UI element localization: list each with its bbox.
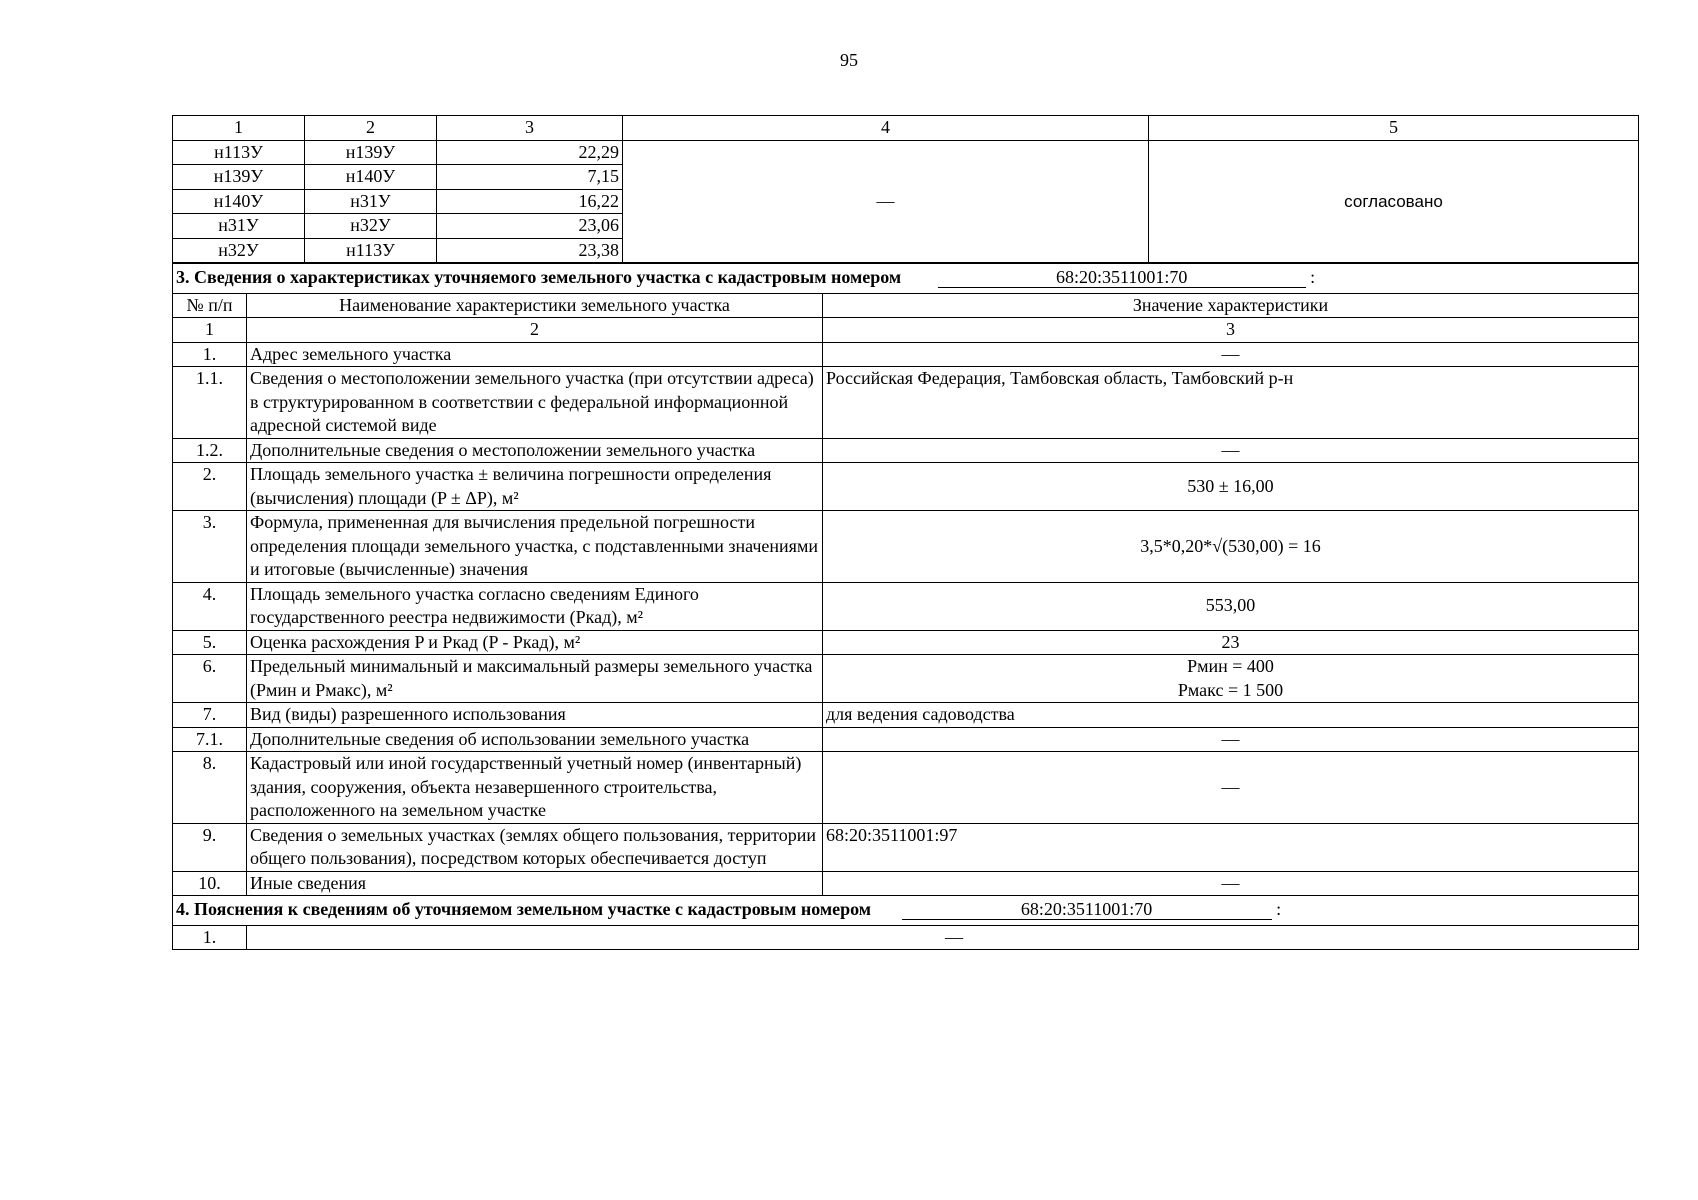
row-number: 5. [173, 630, 247, 655]
row-characteristic-value: для ведения садоводства [823, 703, 1639, 728]
table-row [173, 367, 1639, 439]
row-number: 9. [173, 823, 247, 871]
row-number: 1. [173, 342, 247, 367]
header-row [173, 293, 1639, 318]
table-row [173, 925, 1639, 950]
section4-title: 4. Пояснения к сведениям об уточняемом земельном участке с кадастровым номером [176, 899, 872, 919]
section3-cadastral-number: 68:20:3511001:70 [938, 267, 1306, 288]
point-to: н140У [305, 165, 437, 190]
row-characteristic-value: 3,5*0,20*√(530,00) = 16 [823, 511, 1639, 583]
max-size-value: Pмакс = 1 500 [1177, 679, 1284, 700]
row-characteristic-name: Адрес земельного участка [247, 342, 823, 367]
row-characteristic-name: Сведения о земельных участках (землях общего пользования, территории общего пользования), посредством которых обеспечивается доступ [247, 823, 823, 871]
row-characteristic-name: Дополнительные сведения о местоположении земельного участка [247, 438, 823, 463]
row-characteristic-value: — [823, 342, 1639, 367]
approval-status: согласовано [1149, 140, 1639, 263]
row-characteristic-name: Вид (виды) разрешенного использования [247, 703, 823, 728]
table-row [173, 703, 1639, 728]
column-header: 4 [623, 116, 1149, 141]
row-characteristic-value: — [823, 727, 1639, 752]
header-row [173, 116, 1639, 141]
segment-length: 23,06 [437, 214, 623, 239]
row-number: 4. [173, 582, 247, 630]
table-row [173, 582, 1639, 630]
column-header-number: № п/п [173, 293, 247, 318]
row-characteristic-name: Формула, примененная для вычисления предельной погрешности определения площади земельного участка, с подставленными значениями и итоговые (вычисленные) значения [247, 511, 823, 583]
row-number: 1.1. [173, 367, 247, 439]
index-row [173, 318, 1639, 343]
col4-value: — [623, 140, 1149, 263]
row-characteristic-name: Кадастровый или иной государственный учетный номер (инвентарный) здания, сооружения, объекта незавершенного строительства, расположенного на земельном участке [247, 752, 823, 824]
row-number: 8. [173, 752, 247, 824]
table-row [173, 140, 1639, 165]
row-characteristic-value [823, 655, 1639, 703]
row-characteristic-name: Предельный минимальный и максимальный размеры земельного участка (Pмин и Pмакс), м² [247, 655, 823, 703]
section4-colon: : [1276, 899, 1282, 919]
explanation-value: — [945, 926, 963, 947]
column-header: 3 [437, 116, 623, 141]
row-number: 1. [173, 925, 247, 950]
row-characteristic-value: 23 [823, 630, 1639, 655]
row-characteristic-name: Площадь земельного участка ± величина погрешности определения (вычисления) площади (P ± ΔP), м² [247, 463, 823, 511]
page-number: 95 [840, 50, 858, 70]
min-size-value: Pмин = 400 [1187, 656, 1274, 676]
column-header-name: Наименование характеристики земельного участка [247, 293, 823, 318]
point-from: н113У [173, 140, 305, 165]
table-row [173, 871, 1639, 896]
column-index: 2 [247, 318, 823, 343]
column-header: 1 [173, 116, 305, 141]
row-characteristic-name: Площадь земельного участка согласно сведениям Единого государственного реестра недвижимости (Ркад), м² [247, 582, 823, 630]
row-number: 1.2. [173, 438, 247, 463]
row-number: 3. [173, 511, 247, 583]
point-from: н32У [173, 238, 305, 263]
column-index: 3 [823, 318, 1639, 343]
row-characteristic-name: Оценка расхождения P и Ркад (P - Ркад), м² [247, 630, 823, 655]
table-row [173, 342, 1639, 367]
table-row [173, 655, 1639, 703]
row-characteristic-value: 530 ± 16,00 [823, 463, 1639, 511]
row-characteristic-name: Дополнительные сведения об использовании земельного участка [247, 727, 823, 752]
land-plot-characteristics-table [172, 263, 1639, 950]
table-row [173, 630, 1639, 655]
point-from: н139У [173, 165, 305, 190]
row-number: 10. [173, 871, 247, 896]
boundary-segments-table [172, 115, 1639, 263]
row-number: 7.1. [173, 727, 247, 752]
section3-colon: : [1310, 267, 1316, 287]
row-number: 2. [173, 463, 247, 511]
point-to: н32У [305, 214, 437, 239]
table-row [173, 511, 1639, 583]
row-characteristic-value: — [823, 752, 1639, 824]
table-row [173, 727, 1639, 752]
point-to: н113У [305, 238, 437, 263]
row-characteristic-name: Иные сведения [247, 871, 823, 896]
point-from: н31У [173, 214, 305, 239]
segment-length: 23,38 [437, 238, 623, 263]
row-characteristic-name: Сведения о местоположении земельного участка (при отсутствии адреса) в структурированном в соответствии с федеральной информационной адресной системой виде [247, 367, 823, 439]
point-to: н31У [305, 189, 437, 214]
column-header: 5 [1149, 116, 1639, 141]
segment-length: 7,15 [437, 165, 623, 190]
column-index: 1 [173, 318, 247, 343]
row-number: 6. [173, 655, 247, 703]
row-characteristic-value: 68:20:3511001:97 [823, 823, 1639, 871]
section3-title-row [173, 264, 1639, 294]
section4-title-row [173, 896, 1639, 926]
point-to: н139У [305, 140, 437, 165]
segment-length: 16,22 [437, 189, 623, 214]
column-header: 2 [305, 116, 437, 141]
row-characteristic-value: — [823, 871, 1639, 896]
row-characteristic-value: 553,00 [823, 582, 1639, 630]
column-header-value: Значение характеристики [823, 293, 1639, 318]
point-from: н140У [173, 189, 305, 214]
row-characteristic-value: Российская Федерация, Тамбовская область, Тамбовский р-н [823, 367, 1639, 439]
table-row [173, 438, 1639, 463]
row-number: 7. [173, 703, 247, 728]
row-characteristic-value: — [823, 438, 1639, 463]
table-row [173, 823, 1639, 871]
segment-length: 22,29 [437, 140, 623, 165]
table-row [173, 463, 1639, 511]
section4-cadastral-number: 68:20:3511001:70 [902, 899, 1272, 920]
section3-title: 3. Сведения о характеристиках уточняемого земельного участка с кадастровым номером [176, 267, 902, 287]
table-row [173, 752, 1639, 824]
